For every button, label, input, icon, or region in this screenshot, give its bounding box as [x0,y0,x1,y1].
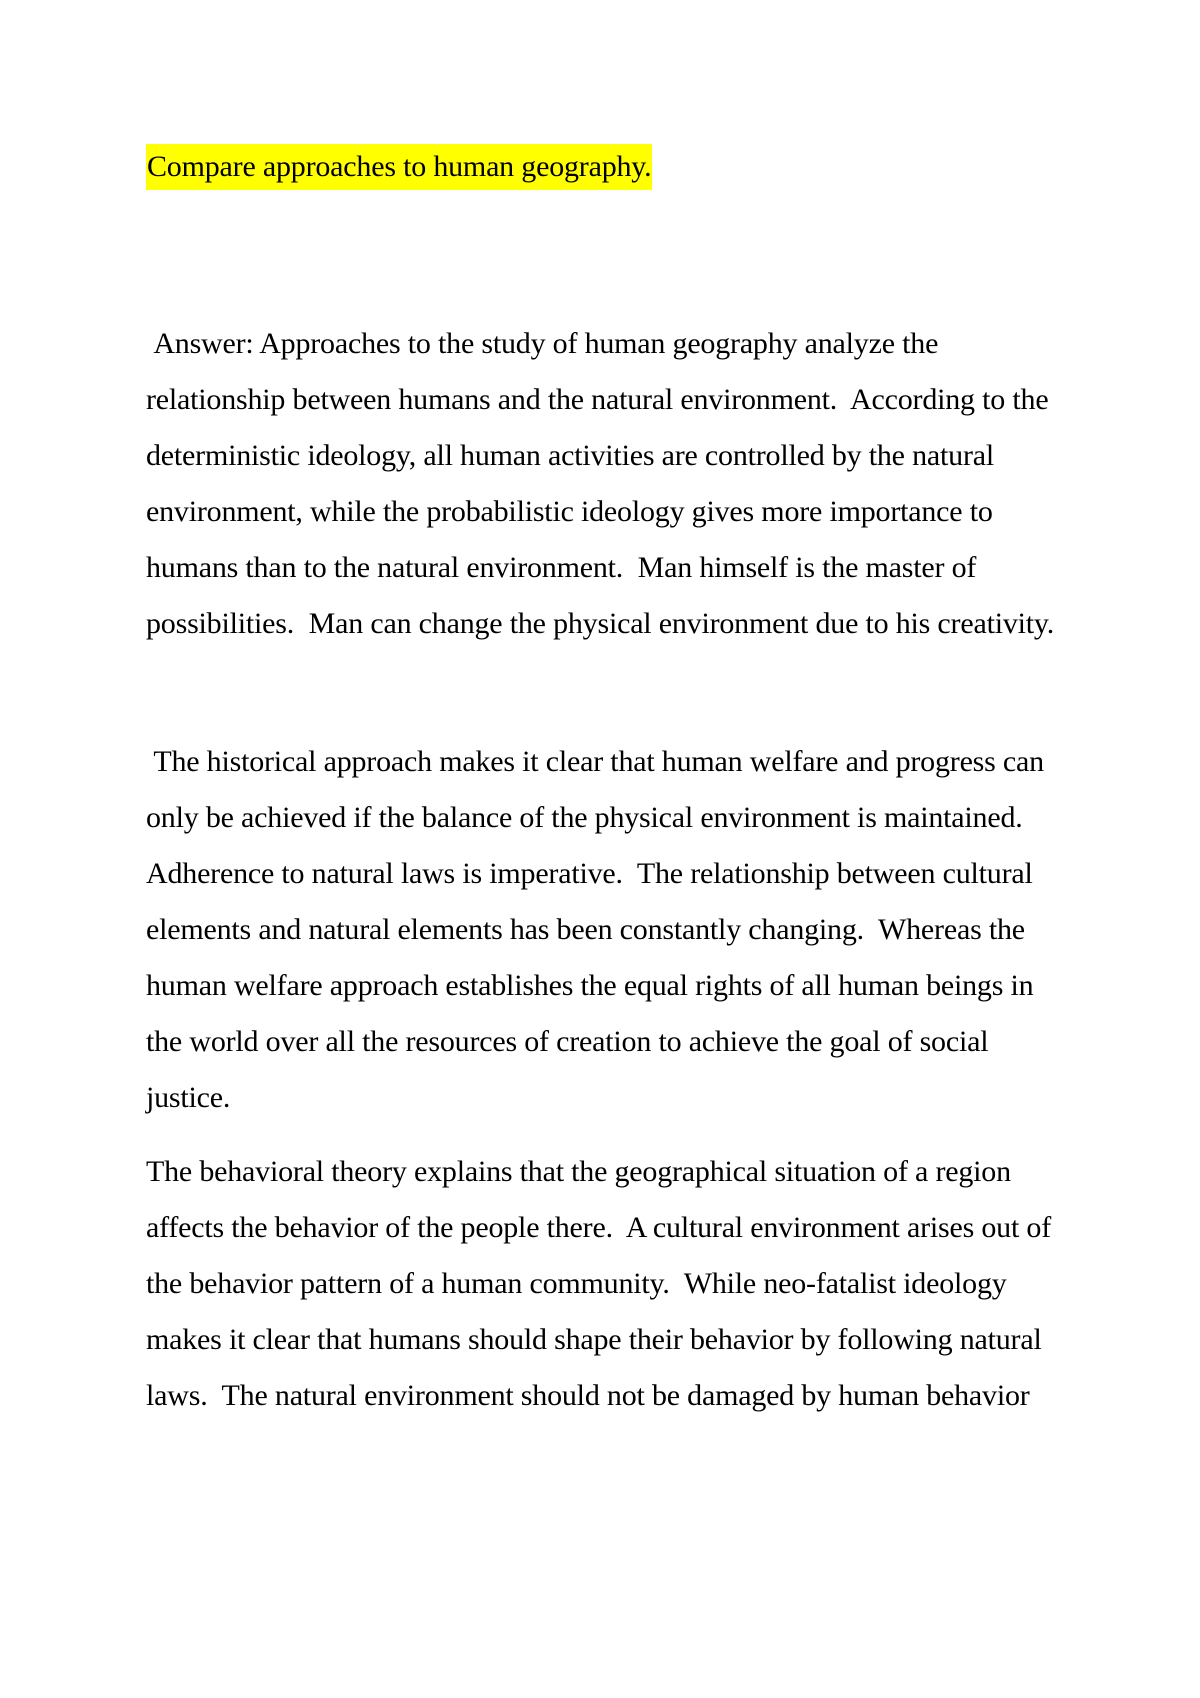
answer-paragraph: Answer: Approaches to the study of human geography analyze the relationship between humans and the natural environment. According to the deterministic ideology, all human activities are controlled by the natural environment, while the probabilistic ideology gives more importance to humans than to the natural environment. Man himself is the master of possibilities. Man can change the physical environment due to his creativity. [146,327,1056,640]
document-body [146,144,1076,1424]
question-heading: Compare approaches to human geography. [146,144,652,190]
historical-approach-paragraph: The historical approach makes it clear that human welfare and progress can only be achieved if the balance of the physical environment is maintained. Adherence to natural laws is imperative. The relationship between cultural elements and natural elements has been constantly changing. Whereas the human welfare approach establishes the equal rights of all human beings in the world over all the resources of creation to achieve the goal of social justice. [146,745,1052,1114]
behavioral-theory-paragraph: The behavioral theory explains that the geographical situation of a region affects the behavior of the people there. A cultural environment arises out of the behavior pattern of a human community. While neo-fatalist ideology makes it clear that humans should shape their behavior by following natural laws. The natural environment should not be damaged by human behavior [146,1155,1059,1412]
